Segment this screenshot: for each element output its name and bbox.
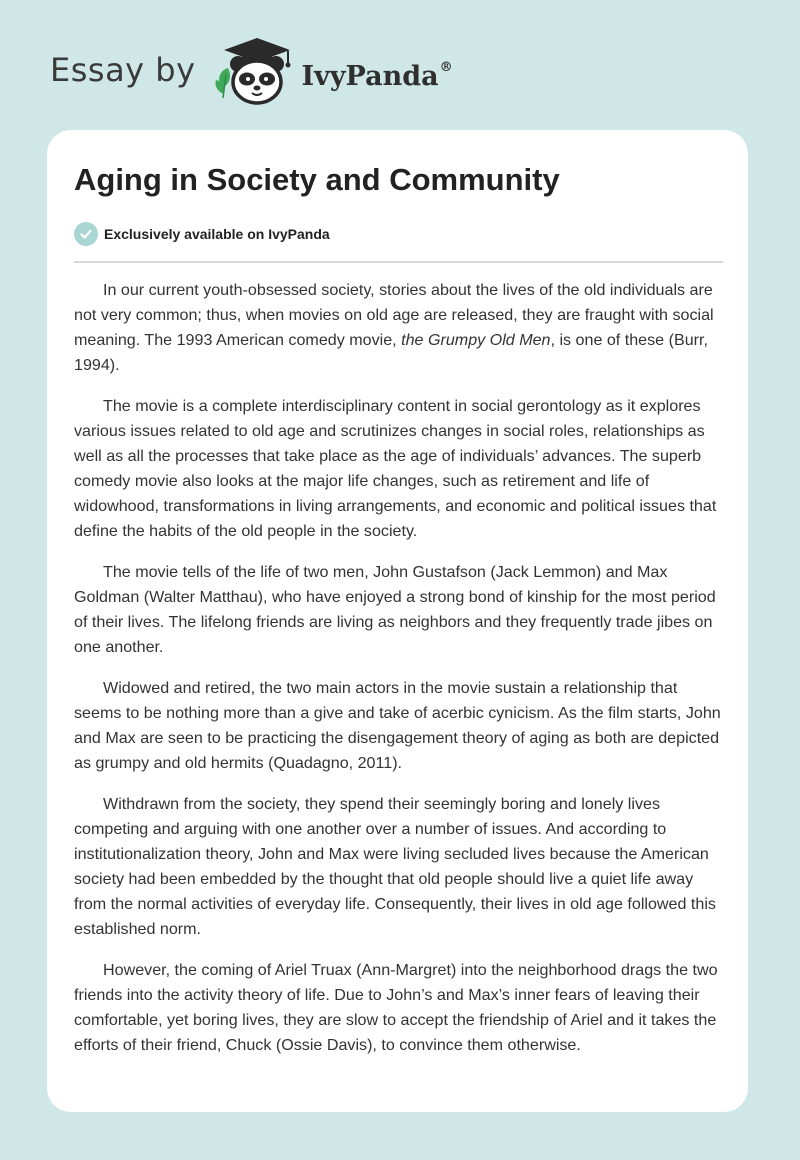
registered-mark: ® — [439, 59, 453, 75]
paragraph-2: The movie is a complete interdisciplinary content in social gerontology as it explores various issues related to old age and scrutinizes changes in social roles, relationships as well as all the processes that take place as the age of individuals’ advances. The superb comedy movie also looks at the major life changes, such as retirement and life of widowhood, transformations in living arrangements, and economic and political issues that define the habits of the old people in the society. — [74, 397, 717, 540]
divider — [74, 261, 723, 263]
paragraph-1 — [74, 278, 724, 378]
brand-label: IvyPanda — [301, 60, 439, 92]
paragraph-3: The movie tells of the life of two men, John Gustafson (Jack Lemmon) and Max Goldman (Walter Matthau), who have enjoyed a strong bond of kinship for the most period of their lives. The lifelong friends are living as neighbors and they frequently trade jibes on one another. — [74, 563, 716, 656]
brand-name — [302, 61, 453, 92]
panda-logo-icon — [210, 30, 300, 110]
paragraph-4: Widowed and retired, the two main actors in the movie sustain a relationship that seems to be nothing more than a give and take of acerbic cynicism. As the film starts, John and Max are seen to be practicing the disengagement theory of aging as both are depicted as grumpy and old hermits (Quadagno, 2011). — [74, 679, 721, 772]
badge-text: Exclusively available on IvyPanda — [104, 226, 330, 242]
paragraph-text: , is one of these (Burr, 1994). — [74, 331, 708, 374]
movie-title-italic: the Grumpy Old Men — [401, 331, 551, 349]
exclusive-badge — [74, 222, 330, 246]
site-header — [50, 30, 453, 110]
paragraph-5: Withdrawn from the society, they spend their seemingly boring and lonely lives competing and arguing with one another over a number of issues. And according to institutionalization theory, John and Max were living secluded lives because the American society had been embedded by the thought that old people should live a quiet life away from the normal activities of everyday life. Consequently, their lives in old age followed this established norm. — [74, 795, 716, 938]
check-circle-icon — [74, 222, 98, 246]
essay-card — [47, 130, 748, 1112]
paragraph-6: However, the coming of Ariel Truax (Ann-Margret) into the neighborhood drags the two friends into the activity theory of life. Due to John’s and Max’s inner fears of leaving their comfortable, yet boring lives, they are slow to accept the friendship of Ariel and it takes the efforts of their friend, Chuck (Ossie Davis), to convince them otherwise. — [74, 961, 718, 1054]
essay-body — [74, 278, 724, 1074]
essay-by-label: Essay by — [50, 51, 196, 89]
page-title: Aging in Society and Community — [74, 162, 560, 197]
paragraph-text: In our current youth-obsessed society, stories about the lives of the old individuals are not very common; thus, when movies on old age are released, they are fraught with social meaning. The 1993 American comedy movie, — [74, 281, 714, 349]
